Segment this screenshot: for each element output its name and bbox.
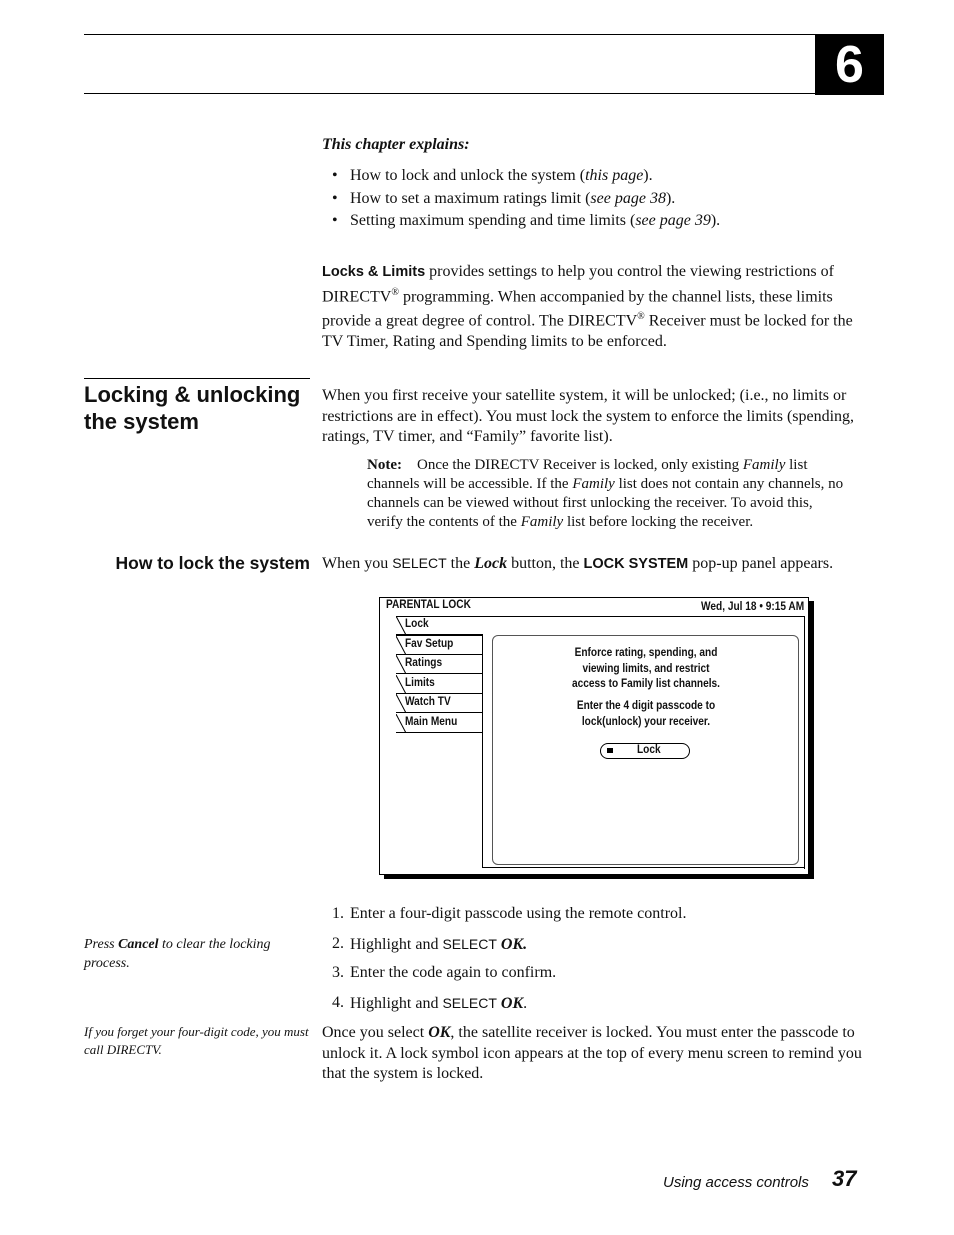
screen-title: PARENTAL LOCK (386, 599, 471, 611)
note-label: Note: (367, 457, 402, 473)
tab-watch-tv[interactable] (396, 694, 482, 713)
footer-label: Using access controls (663, 1174, 809, 1191)
tab-label: Limits (405, 677, 435, 689)
passcode-instruction: Enter the 4 digit passcode to lock(unlock) your receiver. (576, 700, 716, 728)
tab-fav-setup[interactable] (396, 635, 482, 655)
chapter-number-badge: 6 (815, 34, 884, 95)
header-rule-top (84, 34, 816, 35)
intro-bullet-list (322, 165, 720, 233)
intro-title: This chapter explains: (322, 136, 470, 153)
list-item: • Setting maximum spending and time limits (see page 39). (322, 210, 720, 233)
section-rule (84, 378, 310, 379)
final-paragraph: Once you select OK, the satellite receiver is locked. You must enter the passcode to unlock it. A lock symbol icon appears at the top of every menu screen to remind you that the system is locked. (322, 1024, 862, 1082)
lock-selector-icon (607, 748, 613, 753)
tab-label: Lock (405, 618, 429, 630)
note-block: Note: Once the DIRECTV Receiver is locked, only existing Family list channels will be accessible. If the Family list does not contain any channels, no channels can be viewed without first unlocking the receiver. To avoid this, verify the contents of the Family list before locking the receiver. (367, 457, 844, 530)
tab-label: Main Menu (405, 716, 458, 728)
header-rule-bottom (84, 93, 816, 94)
list-item: 1. Enter a four-digit passcode using the remote control. (332, 905, 687, 922)
screen-divider (804, 616, 805, 869)
tab-limits[interactable] (396, 675, 482, 694)
locks-limits-paragraph: Locks & Limits provides settings to help you control the viewing restrictions of DIRECTV® programming. When accompanied by the channel lists, these limits provide a great degree of control. The DIRECTV® Receiver must be locked for the TV Timer, Rating and Spending limits to be enforced. (322, 263, 853, 351)
page-number: 37 (832, 1166, 857, 1191)
list-item: 3. Enter the code again to confirm. (332, 964, 557, 982)
list-item: • How to set a maximum ratings limit (see page 38). (322, 188, 720, 211)
tab-ratings[interactable] (396, 655, 482, 674)
tab-label: Watch TV (405, 696, 451, 708)
tab-label: Ratings (405, 657, 443, 669)
subsection-paragraph: When you SELECT the Lock button, the LOCK SYSTEM pop-up panel appears. (322, 555, 834, 572)
tab-lock[interactable] (396, 616, 482, 635)
subsection-heading: How to lock the system (115, 553, 310, 573)
lock-button[interactable] (600, 743, 690, 759)
lock-description: Enforce rating, spending, and viewing limits, and restrict access to Family list channels. (572, 647, 720, 690)
steps-list (322, 904, 686, 1023)
parental-lock-screen (379, 597, 809, 875)
list-item: 4. Highlight and SELECT OK. (332, 994, 528, 1013)
screen-divider (482, 867, 805, 868)
section-paragraph: When you first receive your satellite system, it will be unlocked; (i.e., no limits or restrictions are in effect). You must lock the system to enforce the limits (spending, ratings, TV timer, and “Family” favorite list). (322, 387, 855, 445)
section-heading: Locking & unlocking the system (84, 382, 301, 434)
list-item: • How to lock and unlock the system (this page). (322, 165, 720, 188)
sidenote-forgot-code: If you forget your four-digit code, you must call DIRECTV. (84, 1024, 309, 1057)
tab-label: Fav Setup (405, 638, 454, 650)
tab-main-menu[interactable] (396, 714, 482, 733)
lock-button-label: Lock (637, 744, 661, 756)
list-item: 2. Highlight and SELECT OK. (332, 934, 528, 953)
sidenote-cancel: Press Cancel to clear the locking process. (84, 937, 271, 971)
panel-divider (482, 634, 483, 867)
screen-datetime: Wed, Jul 18 • 9:15 AM (700, 601, 804, 613)
